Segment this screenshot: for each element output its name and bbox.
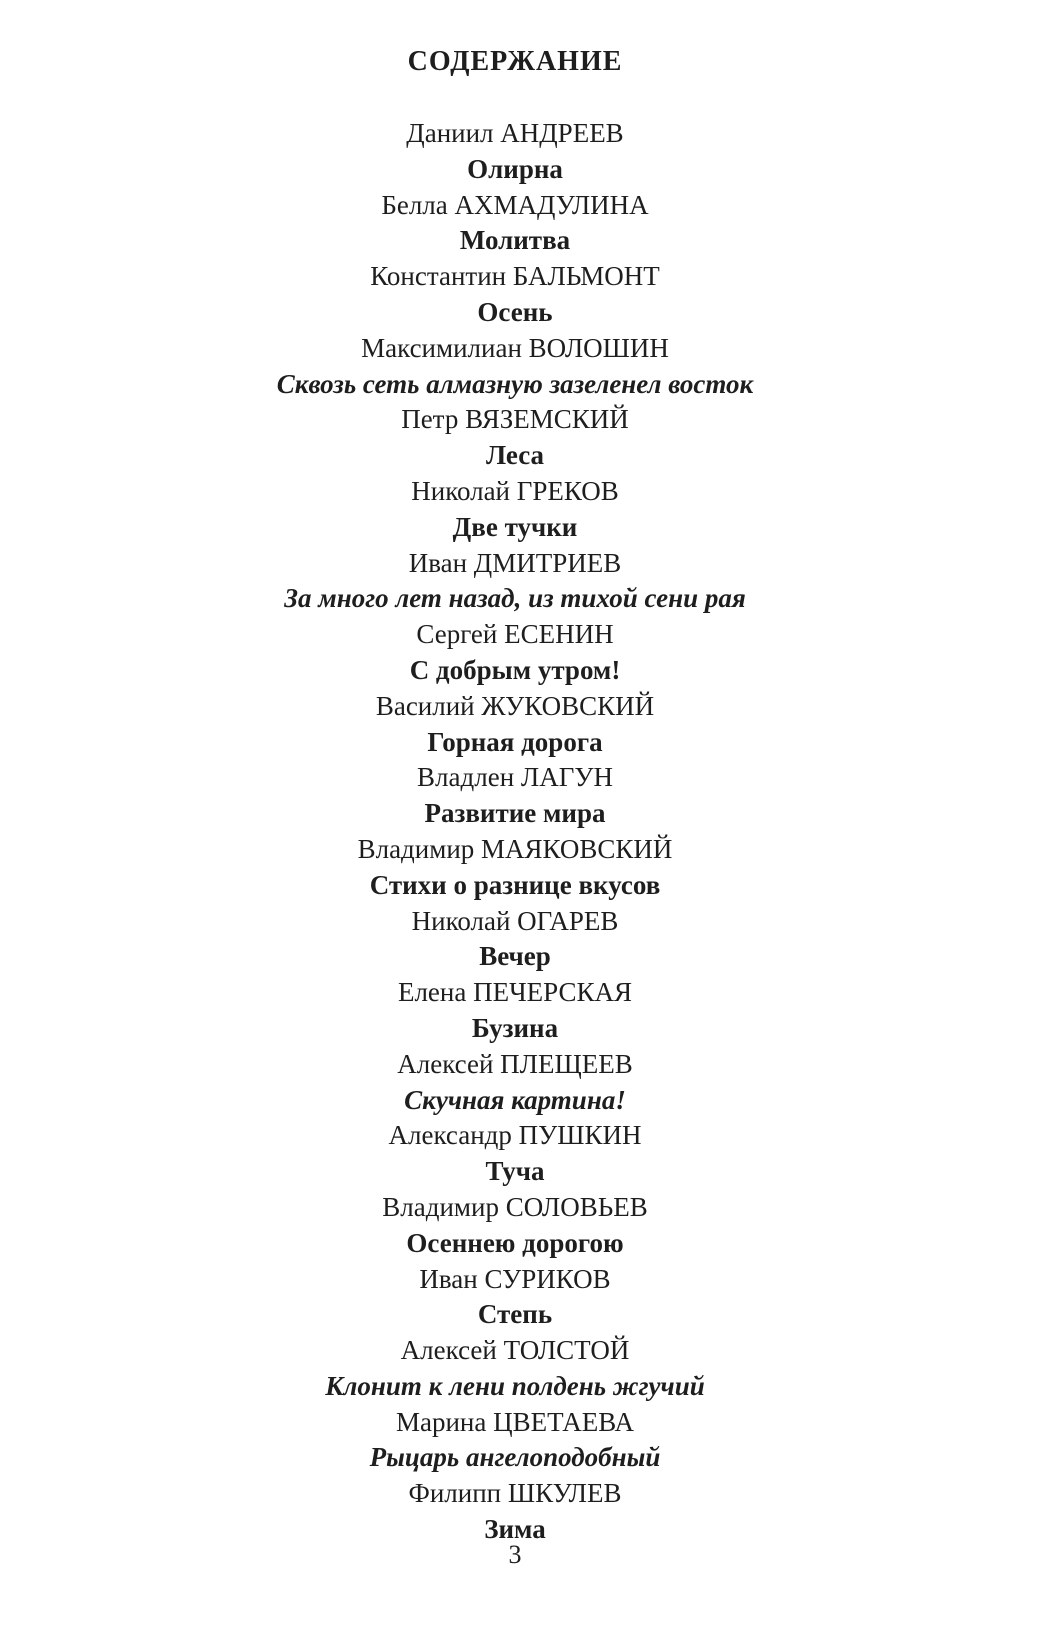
toc-poem-title: Две тучки — [452, 511, 578, 542]
toc-poem-title: Стихи о разнице вкусов — [369, 869, 661, 900]
toc-author: Алексей ТОЛСТОЙ — [400, 1335, 630, 1366]
toc-poem-title: Вечер — [479, 941, 551, 972]
toc-poem-title: С добрым утром! — [409, 654, 621, 685]
toc-poem-title: Молитва — [459, 225, 571, 256]
page-number: 3 — [508, 1540, 522, 1569]
toc-author: Александр ПУШКИН — [388, 1120, 642, 1151]
toc-poem-title: Туча — [485, 1156, 545, 1187]
toc-poem-title: Степь — [477, 1299, 553, 1330]
toc-author: Владимир МАЯКОВСКИЙ — [357, 833, 673, 864]
toc-poem-title: Скучная картина! — [404, 1084, 626, 1115]
toc-author: Белла АХМАДУЛИНА — [381, 189, 649, 220]
toc-author: Иван СУРИКОВ — [419, 1263, 611, 1294]
toc-author: Елена ПЕЧЕРСКАЯ — [397, 977, 633, 1008]
toc-author: Константин БАЛЬМОНТ — [370, 261, 660, 292]
toc-author: Николай ГРЕКОВ — [411, 475, 619, 506]
contents-heading: СОДЕРЖАНИЕ — [407, 46, 623, 77]
toc-poem-title: За много лет назад, из тихой сени рая — [284, 583, 746, 614]
toc-author: Владимир СОЛОВЬЕВ — [382, 1191, 648, 1222]
toc-poem-title: Зима — [484, 1514, 546, 1545]
toc-author: Петр ВЯЗЕМСКИЙ — [401, 404, 629, 435]
toc-poem-title: Рыцарь ангелоподобный — [369, 1442, 661, 1473]
toc-poem-title: Сквозь сеть алмазную зазеленел восток — [276, 368, 754, 399]
toc-poem-title: Осень — [477, 296, 553, 327]
table-of-contents — [0, 116, 1030, 1548]
toc-author: Василий ЖУКОВСКИЙ — [375, 690, 655, 721]
toc-poem-title: Клонит к лени полдень жгучий — [325, 1370, 705, 1401]
toc-author: Марина ЦВЕТАЕВА — [395, 1406, 635, 1437]
toc-poem-title: Горная дорога — [427, 726, 603, 757]
toc-author: Иван ДМИТРИЕВ — [408, 547, 622, 578]
toc-author: Николай ОГАРЕВ — [411, 905, 619, 936]
toc-poem-title: Развитие мира — [424, 798, 606, 829]
toc-author: Даниил АНДРЕЕВ — [406, 118, 624, 148]
toc-poem-title: Бузина — [471, 1012, 559, 1043]
toc-author: Алексей ПЛЕЩЕЕВ — [397, 1048, 633, 1079]
toc-poem-title: Олирна — [467, 153, 563, 184]
toc-poem-title: Леса — [485, 440, 545, 471]
toc-author: Максимилиан ВОЛОШИН — [361, 332, 669, 363]
toc-poem-title: Осеннею дорогою — [406, 1227, 624, 1258]
toc-author: Сергей ЕСЕНИН — [416, 619, 614, 650]
toc-author: Владлен ЛАГУН — [417, 762, 613, 793]
toc-author: Филипп ШКУЛЕВ — [408, 1478, 622, 1509]
